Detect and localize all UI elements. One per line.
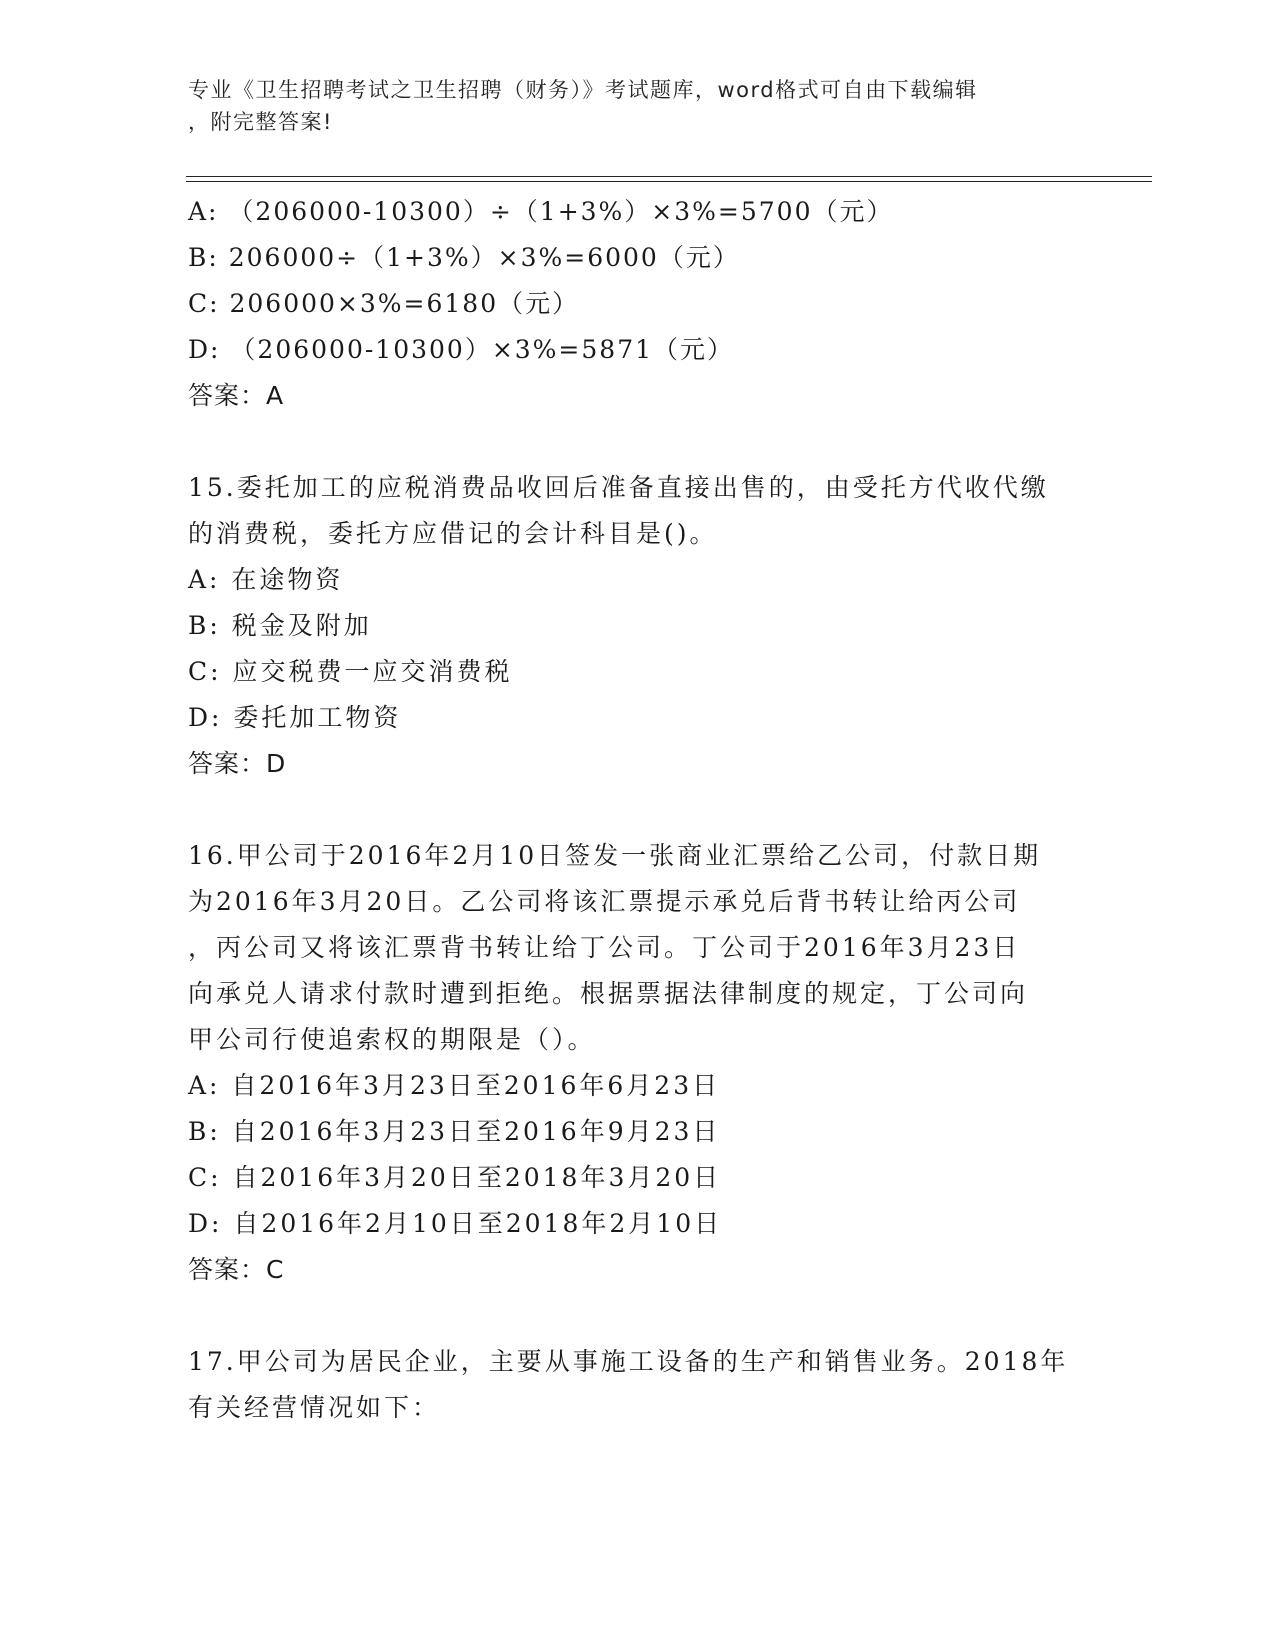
question-16 (188, 833, 1088, 1293)
option-a: A: 在途物资 (188, 565, 344, 594)
question-text-line: 为2016年3月20日。乙公司将该汇票提示承兑后背书转让给丙公司 (188, 887, 1021, 916)
option-b: B: 自2016年3月23日至2016年9月23日 (188, 1117, 721, 1146)
question-text-line: 向承兑人请求付款时遭到拒绝。根据票据法律制度的规定，丁公司向 (188, 979, 1029, 1008)
question-text-line: 17.甲公司为居民企业，主要从事施工设备的生产和销售业务。2018年 (188, 1347, 1069, 1376)
option-c: C: 自2016年3月20日至2018年3月20日 (188, 1163, 722, 1192)
question-text-line: 的消费税，委托方应借记的会计科目是()。 (188, 519, 718, 548)
answer: 答案：A (188, 381, 285, 410)
option-d: D: （206000-10300）×3%=5871（元） (188, 335, 735, 364)
option-b: B: 206000÷（1+3%）×3%=6000（元） (188, 243, 740, 272)
question-17 (188, 1339, 1088, 1431)
question-text-line: 有关经营情况如下： (188, 1393, 441, 1422)
answer: 答案：D (188, 749, 287, 778)
header-rule-top (186, 176, 1152, 177)
question-text-line: 甲公司行使追索权的期限是（）。 (188, 1025, 596, 1054)
option-b: B: 税金及附加 (188, 611, 372, 640)
spacer (188, 1293, 1088, 1339)
option-d: D: 委托加工物资 (188, 703, 402, 732)
question-14 (188, 189, 1088, 419)
document-header (188, 74, 1078, 138)
question-15 (188, 465, 1088, 787)
question-text-line: ，丙公司又将该汇票背书转让给丁公司。丁公司于2016年3月23日 (188, 933, 1021, 962)
answer: 答案：C (188, 1255, 285, 1284)
header-line-1: 专业《卫生招聘考试之卫生招聘（财务）》考试题库，word格式可自由下载编辑 (188, 78, 978, 102)
document-body (188, 189, 1088, 1431)
option-a: A: 自2016年3月23日至2016年6月23日 (188, 1071, 721, 1100)
spacer (188, 787, 1088, 833)
option-a: A: （206000-10300）÷（1+3%）×3%=5700（元） (188, 197, 894, 226)
option-d: D: 自2016年2月10日至2018年2月10日 (188, 1209, 723, 1238)
header-rule-bottom (186, 181, 1152, 182)
option-c: C: 应交税费一应交消费税 (188, 657, 513, 686)
question-text-line: 15.委托加工的应税消费品收回后准备直接出售的，由受托方代收代缴 (188, 473, 1049, 502)
option-c: C: 206000×3%=6180（元） (188, 289, 580, 318)
header-line-2: ，附完整答案! (188, 110, 333, 134)
question-text-line: 16.甲公司于2016年2月10日签发一张商业汇票给乙公司，付款日期 (188, 841, 1042, 870)
spacer (188, 419, 1088, 465)
